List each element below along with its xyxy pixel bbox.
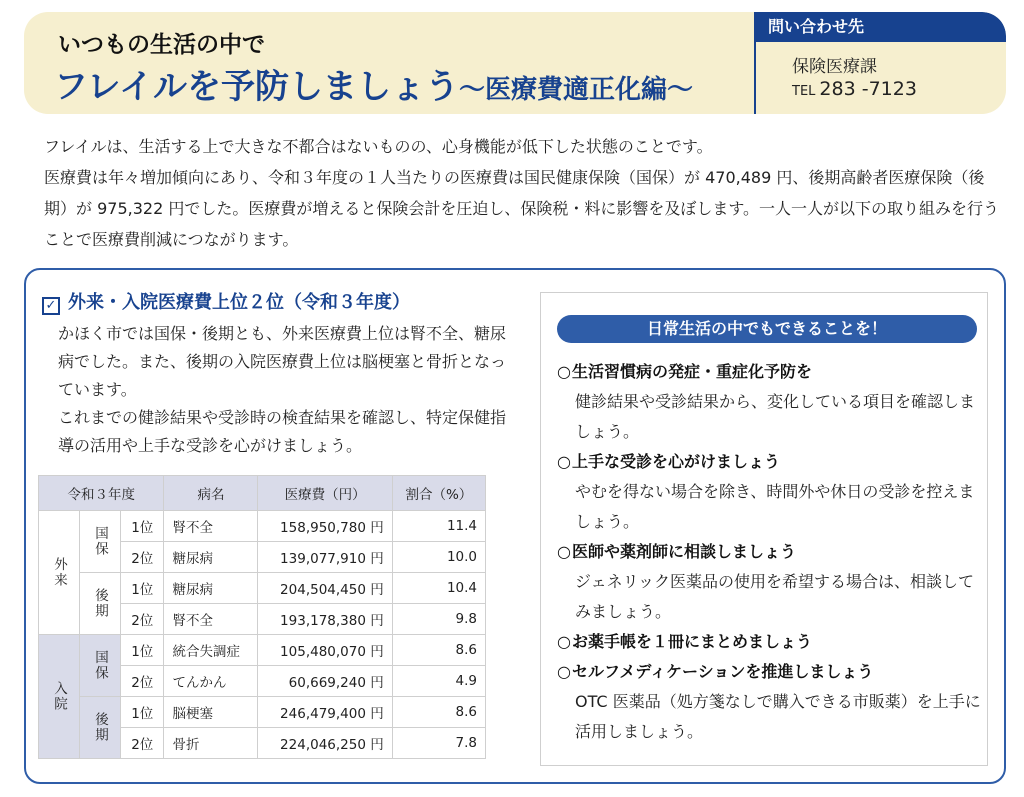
tel-number: 283 -7123 — [819, 78, 917, 100]
table-row — [39, 697, 486, 728]
ratio-cell: 4.9 — [392, 666, 485, 697]
rank-cell: 2位 — [121, 542, 164, 573]
subgroup-label: 後期 — [80, 573, 121, 635]
ratio-cell: 8.6 — [392, 697, 485, 728]
table-row — [39, 635, 486, 666]
header-subtitle: いつもの生活の中で — [58, 32, 265, 58]
tip-body: やむを得ない場合を除き、時間外や休日の受診を控えましょう。 — [575, 482, 975, 531]
ratio-cell: 9.8 — [392, 604, 485, 635]
rank-cell: 1位 — [121, 697, 164, 728]
cost-cell: 105,480,070 円 — [258, 635, 392, 666]
page-title — [54, 59, 693, 108]
table-header-row — [39, 476, 486, 511]
table-row — [39, 573, 486, 604]
tip-heading-text: 医師や薬剤師に相談しましょう — [571, 542, 796, 561]
group-label-inpatient: 入院 — [39, 635, 80, 759]
rank-cell: 1位 — [121, 635, 164, 666]
circle-bullet-icon: ○ — [557, 362, 571, 381]
tips-banner: 日常生活の中でもできることを！ — [557, 315, 977, 343]
subgroup-label: 国保 — [80, 511, 121, 573]
contact-label: 問い合わせ先 — [754, 12, 1006, 42]
cost-cell: 204,504,450 円 — [258, 573, 392, 604]
tip-heading — [557, 357, 982, 387]
tips-list — [557, 357, 982, 747]
contact-tel — [792, 78, 917, 100]
table-row — [39, 511, 486, 542]
intro-text — [28, 131, 1008, 255]
tips-panel — [540, 292, 988, 766]
contact-divider — [754, 42, 756, 114]
disease-cell: 糖尿病 — [164, 573, 258, 604]
disease-cell: 脳梗塞 — [164, 697, 258, 728]
content-box — [24, 268, 1006, 784]
header-banner — [24, 12, 1006, 114]
tip-body: OTC 医薬品（処方箋なしで購入できる市販薬）を上手に活用しましょう。 — [575, 692, 981, 741]
section-body — [42, 320, 512, 460]
circle-bullet-icon: ○ — [557, 542, 571, 561]
rank-cell: 2位 — [121, 604, 164, 635]
circle-bullet-icon: ○ — [557, 662, 571, 681]
tip-heading — [557, 537, 982, 567]
disease-cell: てんかん — [164, 666, 258, 697]
rank-cell: 2位 — [121, 666, 164, 697]
rank-cell: 1位 — [121, 511, 164, 542]
checkbox-icon: ✓ — [42, 297, 60, 315]
rank-cell: 2位 — [121, 728, 164, 759]
tip-body: ジェネリック医薬品の使用を希望する場合は、相談してみましょう。 — [575, 572, 975, 621]
cost-cell: 60,669,240 円 — [258, 666, 392, 697]
tip-heading — [557, 447, 982, 477]
medical-cost-table — [38, 475, 486, 759]
header-cost: 医療費（円） — [258, 476, 392, 511]
ratio-cell: 7.8 — [392, 728, 485, 759]
circle-bullet-icon: ○ — [557, 452, 571, 471]
group-label-outpatient: 外来 — [39, 511, 80, 635]
title-suffix: ～医療費適正化編～ — [458, 75, 693, 105]
cost-cell: 224,046,250 円 — [258, 728, 392, 759]
ratio-cell: 10.0 — [392, 542, 485, 573]
subgroup-label: 後期 — [80, 697, 121, 759]
section-paragraph-2: これまでの健診結果や受診時の検査結果を確認し、特定保健指導の活用や上手な受診を心がけましょう。 — [58, 408, 507, 455]
header-year: 令和３年度 — [39, 476, 164, 511]
tip-heading-text: 上手な受診を心がけましょう — [571, 452, 780, 471]
ratio-cell: 11.4 — [392, 511, 485, 542]
disease-cell: 腎不全 — [164, 604, 258, 635]
header-disease: 病名 — [164, 476, 258, 511]
circle-bullet-icon: ○ — [557, 632, 571, 651]
tip-body: 健診結果や受診結果から、変化している項目を確認しましょう。 — [575, 392, 976, 441]
cost-cell: 193,178,380 円 — [258, 604, 392, 635]
tip-heading — [557, 657, 982, 687]
title-text: フレイルを予防しましょう — [54, 67, 459, 107]
cost-cell: 246,479,400 円 — [258, 697, 392, 728]
intro-paragraph-2: 医療費は年々増加傾向にあり、令和３年度の１人当たりの医療費は国民健康保険（国保）が 470,489 円、後期高齢者医療保険（後期）が 975,322 円でした。医療費が増えると保険会計を圧迫し、保険税・料に影響を及ぼします。一人一人が以下の取り組みを行うことで医療費削減につながります。 — [44, 168, 1000, 249]
cost-cell: 139,077,910 円 — [258, 542, 392, 573]
tip-heading-text: 生活習慣病の発症・重症化予防を — [571, 362, 812, 381]
subgroup-label: 国保 — [80, 635, 121, 697]
contact-box — [754, 12, 1006, 114]
contact-dept: 保険医療課 — [792, 57, 877, 77]
disease-cell: 骨折 — [164, 728, 258, 759]
disease-cell: 腎不全 — [164, 511, 258, 542]
cost-cell: 158,950,780 円 — [258, 511, 392, 542]
section-title — [42, 288, 410, 314]
outpatient-group — [39, 511, 486, 635]
tip-heading-text: セルフメディケーションを推進しましょう — [571, 662, 874, 681]
intro-paragraph-1: フレイルは、生活する上で大きな不都合はないものの、心身機能が低下した状態のことです。 — [44, 137, 713, 156]
header-ratio: 割合（%） — [392, 476, 485, 511]
section-title-text: 外来・入院医療費上位２位（令和３年度） — [68, 292, 410, 313]
tip-heading — [557, 627, 982, 657]
ratio-cell: 10.4 — [392, 573, 485, 604]
disease-cell: 糖尿病 — [164, 542, 258, 573]
rank-cell: 1位 — [121, 573, 164, 604]
tel-label: TEL — [792, 84, 816, 99]
section-paragraph-1: かほく市では国保・後期とも、外来医療費上位は腎不全、糖尿病でした。また、後期の入院医療費上位は脳梗塞と骨折となっています。 — [58, 324, 507, 399]
tip-heading-text: お薬手帳を１冊にまとめましょう — [571, 632, 812, 651]
inpatient-group — [39, 635, 486, 759]
ratio-cell: 8.6 — [392, 635, 485, 666]
disease-cell: 統合失調症 — [164, 635, 258, 666]
